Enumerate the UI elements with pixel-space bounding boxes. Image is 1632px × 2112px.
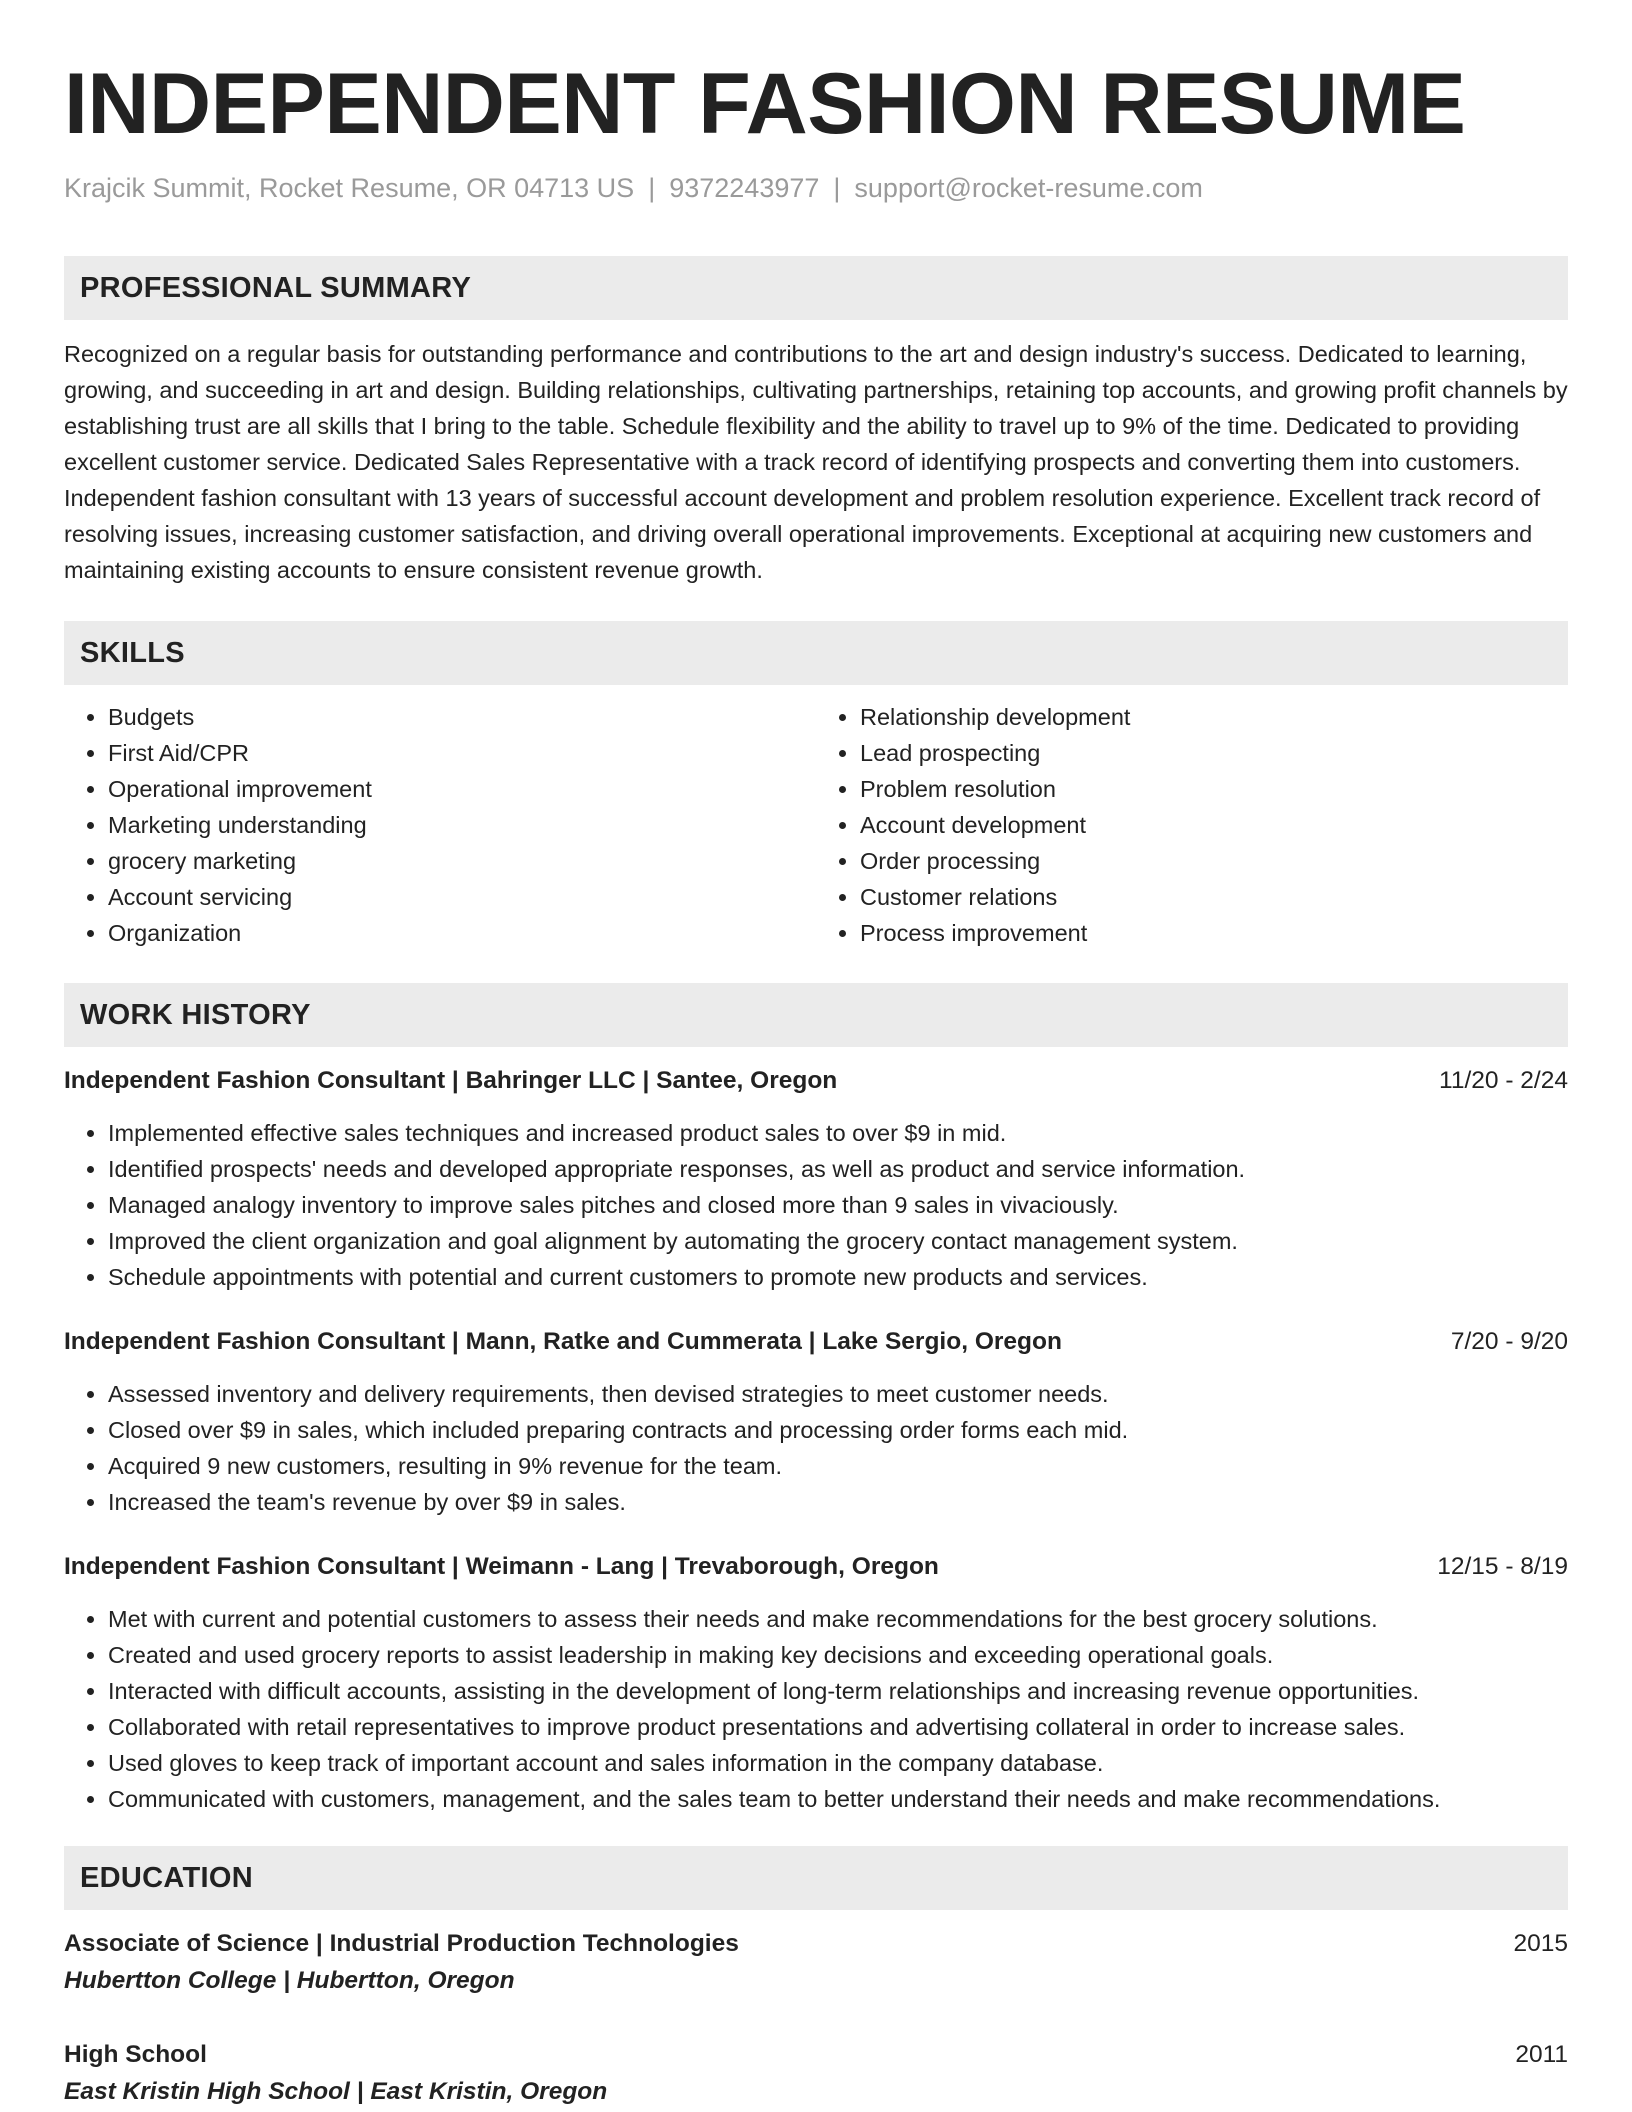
skill-item: • grocery marketing (108, 843, 816, 879)
job-bullet: • Created and used grocery reports to assist leadership in making key decisions and exceeding operational goals. (108, 1637, 1568, 1673)
job-bullet: • Implemented effective sales techniques and increased product sales to over $9 in mid. (108, 1115, 1568, 1151)
job-bullet: • Interacted with difficult accounts, assisting in the development of long-term relationships and increasing revenue opportunities. (108, 1673, 1568, 1709)
education-degree: Associate of Science | Industrial Production Technologies (64, 1930, 739, 1957)
job-bullets (64, 1115, 1568, 1295)
skills-column-right (816, 699, 1568, 951)
job-header (64, 1324, 1568, 1360)
job-bullet: • Improved the client organization and goal alignment by automating the grocery contact management system. (108, 1223, 1568, 1259)
education-degree: High School (64, 2041, 207, 2068)
job-bullet: • Met with current and potential customers to assess their needs and make recommendations for the best grocery solutions. (108, 1601, 1568, 1637)
education-school: East Kristin High School | East Kristin, Oregon (64, 2078, 608, 2105)
job-bullet: • Managed analogy inventory to improve sales pitches and closed more than 9 sales in vivaciously. (108, 1187, 1568, 1223)
skills-section-header: SKILLS (64, 621, 1568, 685)
job-title: Independent Fashion Consultant | Weimann - Lang | Trevaborough, Oregon (64, 1553, 939, 1580)
skill-item: • First Aid/CPR (108, 735, 816, 771)
skills-list (64, 699, 1568, 951)
job-bullet: • Communicated with customers, management, and the sales team to better understand their needs and make recommendations. (108, 1781, 1568, 1817)
job-bullet: • Closed over $9 in sales, which included preparing contracts and processing order forms each mid. (108, 1412, 1568, 1448)
skill-item: • Process improvement (860, 915, 1568, 951)
skill-item: • Account servicing (108, 879, 816, 915)
skill-item: • Organization (108, 915, 816, 951)
education-header (64, 2037, 1568, 2073)
resume-title: INDEPENDENT FASHION RESUME (64, 56, 1466, 152)
job-dates: 11/20 - 2/24 (1439, 1067, 1568, 1094)
job-title: Independent Fashion Consultant | Mann, Ratke and Cummerata | Lake Sergio, Oregon (64, 1328, 1062, 1355)
job-bullet: • Schedule appointments with potential and current customers to promote new products and services. (108, 1259, 1568, 1295)
education-school: Hubertton College | Hubertton, Oregon (64, 1967, 515, 1994)
job-bullet: • Collaborated with retail representatives to improve product presentations and advertising collateral in order to increase sales. (108, 1709, 1568, 1745)
summary-section-header: PROFESSIONAL SUMMARY (64, 256, 1568, 320)
job-header (64, 1549, 1568, 1585)
work-history-section-header: WORK HISTORY (64, 983, 1568, 1047)
skills-column-left (64, 699, 816, 951)
job-bullet: • Identified prospects' needs and developed appropriate responses, as well as product and service information. (108, 1151, 1568, 1187)
skill-item: • Relationship development (860, 699, 1568, 735)
contact-line (64, 170, 1568, 206)
summary-text: Recognized on a regular basis for outstanding performance and contributions to the art and design industry's success. Dedicated to learning, growing, and succeeding in art and design. Building relationships, cultivating partnerships, retaining top accounts, and growing profit channels by establishing trust are all skills that I bring to the table. Schedule flexibility and the ability to travel up to 9% of the time. Dedicated to providing excellent customer service. Dedicated Sales Representative with a track record of identifying prospects and converting them into customers. Independent fashion consultant with 13 years of successful account development and problem resolution experience. Excellent track record of resolving issues, increasing customer satisfaction, and driving overall operational improvements. Exceptional at acquiring new customers and maintaining existing accounts to ensure consistent revenue growth. (64, 341, 1568, 583)
job-bullet: • Used gloves to keep track of important account and sales information in the company database. (108, 1745, 1568, 1781)
skill-item: • Order processing (860, 843, 1568, 879)
skill-item: • Marketing understanding (108, 807, 816, 843)
job-bullet: • Assessed inventory and delivery requirements, then devised strategies to meet customer needs. (108, 1376, 1568, 1412)
education-year: 2011 (1515, 2041, 1568, 2068)
job-bullet: • Acquired 9 new customers, resulting in 9% revenue for the team. (108, 1448, 1568, 1484)
skill-item: • Budgets (108, 699, 816, 735)
skill-item: • Lead prospecting (860, 735, 1568, 771)
education-entry (64, 2037, 1568, 2111)
skill-item: • Problem resolution (860, 771, 1568, 807)
job-entry (64, 1549, 1568, 1817)
education-entry (64, 1926, 1568, 2000)
job-dates: 7/20 - 9/20 (1450, 1328, 1568, 1355)
skill-item: • Account development (860, 807, 1568, 843)
job-title: Independent Fashion Consultant | Bahringer LLC | Santee, Oregon (64, 1067, 838, 1094)
contact-separator: | (833, 173, 841, 203)
skill-item: • Operational improvement (108, 771, 816, 807)
education-header (64, 1926, 1568, 1962)
job-entry (64, 1324, 1568, 1520)
skill-item: • Customer relations (860, 879, 1568, 915)
job-entry (64, 1063, 1568, 1295)
job-bullets (64, 1601, 1568, 1817)
contact-email: support@rocket-resume.com (854, 173, 1203, 203)
contact-phone: 9372243977 (669, 173, 820, 203)
education-year: 2015 (1513, 1930, 1568, 1957)
job-bullet: • Increased the team's revenue by over $9 in sales. (108, 1484, 1568, 1520)
job-header (64, 1063, 1568, 1099)
job-bullets (64, 1376, 1568, 1520)
contact-separator: | (648, 173, 656, 203)
job-dates: 12/15 - 8/19 (1437, 1553, 1568, 1580)
contact-address: Krajcik Summit, Rocket Resume, OR 04713 US (64, 173, 635, 203)
education-section-header: EDUCATION (64, 1846, 1568, 1910)
